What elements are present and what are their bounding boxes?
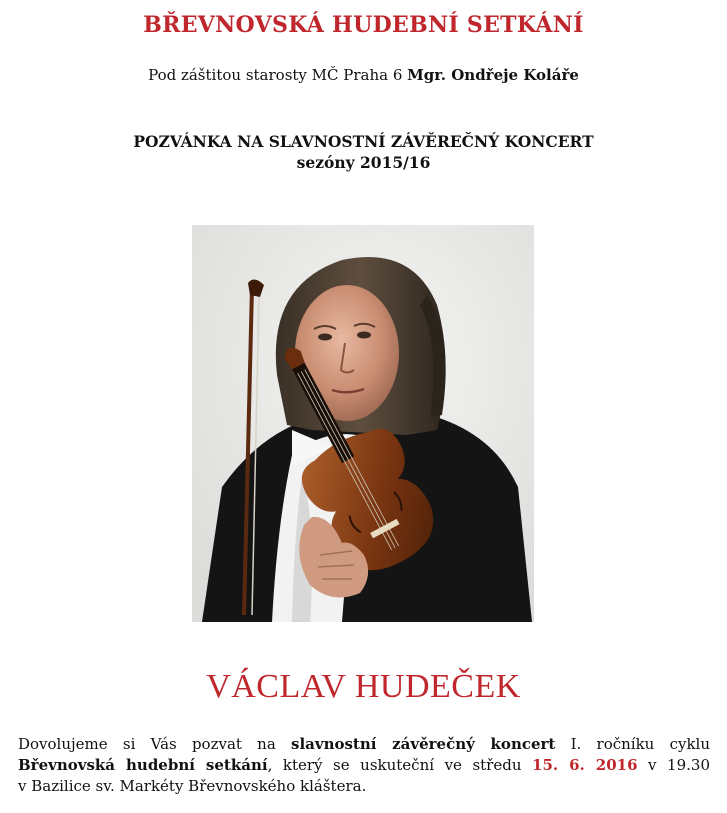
violinist-portrait-photo <box>192 225 534 622</box>
invitation-heading-line-2: sezóny 2015/16 <box>296 153 431 172</box>
concert-name: slavnostní závěrečný koncert <box>291 735 556 753</box>
body-line-1-end: I. ročníku cyklu <box>555 735 710 753</box>
patronage-line <box>0 66 727 84</box>
body-line-1 <box>18 734 710 755</box>
event-series-title: BŘEVNOVSKÁ HUDEBNÍ SETKÁNÍ <box>143 12 584 38</box>
concert-date: 15. 6. 2016 <box>532 756 638 774</box>
invitation-body <box>18 734 710 797</box>
invitation-heading-line-1: POZVÁNKA NA SLAVNOSTNÍ ZÁVĚREČNÝ KONCERT <box>133 132 594 151</box>
body-line-1-start: Dovolujeme si Vás pozvat na <box>18 735 291 753</box>
series-name: Břevnovská hudební setkání <box>18 756 268 774</box>
concert-time: v 19.30 <box>637 756 710 774</box>
body-line-2-mid: , který se uskuteční ve středu <box>267 756 533 774</box>
patronage-prefix: Pod záštitou starosty MČ Praha 6 <box>148 66 408 84</box>
invitation-heading <box>0 131 727 173</box>
body-line-2 <box>18 755 710 776</box>
patron-name: Mgr. Ondřeje Koláře <box>407 66 579 84</box>
venue-line: v Bazilice sv. Markéty Břevnovského kláštera. <box>18 777 367 795</box>
performer-name: VÁCLAV HUDEČEK <box>206 668 521 705</box>
